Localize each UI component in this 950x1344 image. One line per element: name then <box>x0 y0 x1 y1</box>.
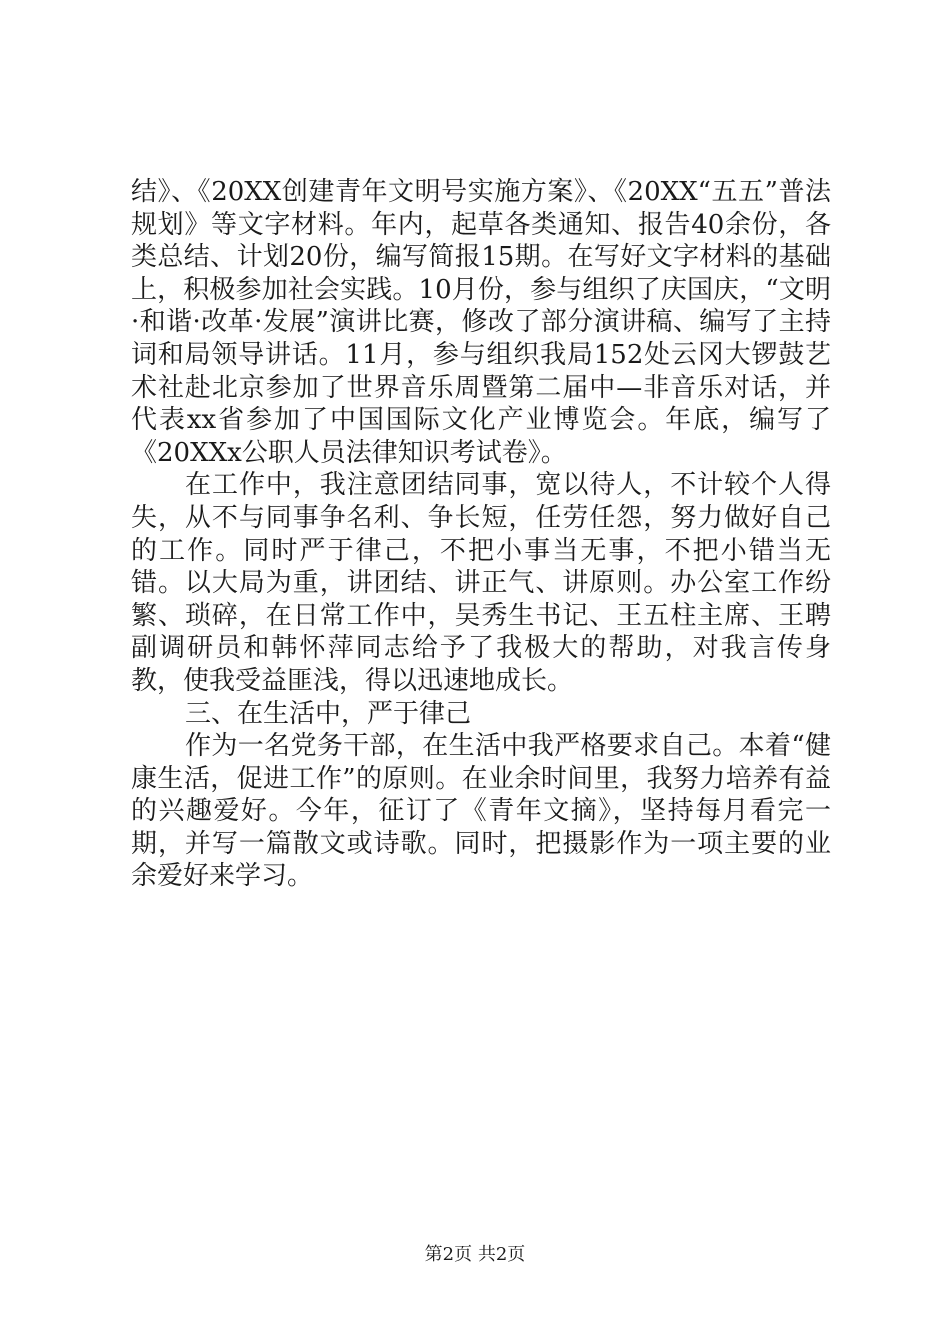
paragraph-continuation: 结》、《20XX创建青年文明号实施方案》、《20XX“五五”普法规划》等文字材料。年内，起草各类通知、报告40余份，各类总结、计划20份，编写简报15期。在写好文字材料的基础上，积极参加社会实践。10月份，参与组织了庆国庆，“文明·和谐·改革·发展”演讲比赛，修改了部分演讲稿、编写了主持词和局领导讲话。11月，参与组织我局152处云冈大锣鼓艺术社赴北京参加了世界音乐周暨第二届中—非音乐对话，并代表xx省参加了中国国际文化产业博览会。年底，编写了《20XXx公职人员法律知识考试卷》。 <box>131 177 831 468</box>
section-heading-life: 三、在生活中，严于律己 <box>185 698 472 729</box>
paragraph-work-attitude: 在工作中，我注意团结同事，宽以待人，不计较个人得失，从不与同事争名利、争长短，任劳任怨，努力做好自己的工作。同时严于律己，不把小事当无事，不把小错当无错。以大局为重，讲团结、讲正气、讲原则。办公室工作纷繁、琐碎，在日常工作中，吴秀生书记、王五柱主席、王聘副调研员和韩怀萍同志给予了我极大的帮助，对我言传身教，使我受益匪浅，得以迅速地成长。 <box>131 470 831 696</box>
document-body <box>131 176 831 893</box>
paragraph-life: 作为一名党务干部，在生活中我严格要求自己。本着“健康生活，促进工作”的原则。在业余时间里，我努力培养有益的兴趣爱好。今年，征订了《青年文摘》，坚持每月看完一期，并写一篇散文或诗歌。同时，把摄影作为一项主要的业余爱好来学习。 <box>131 731 831 892</box>
page-footer: 第2页 共2页 <box>424 1244 526 1265</box>
